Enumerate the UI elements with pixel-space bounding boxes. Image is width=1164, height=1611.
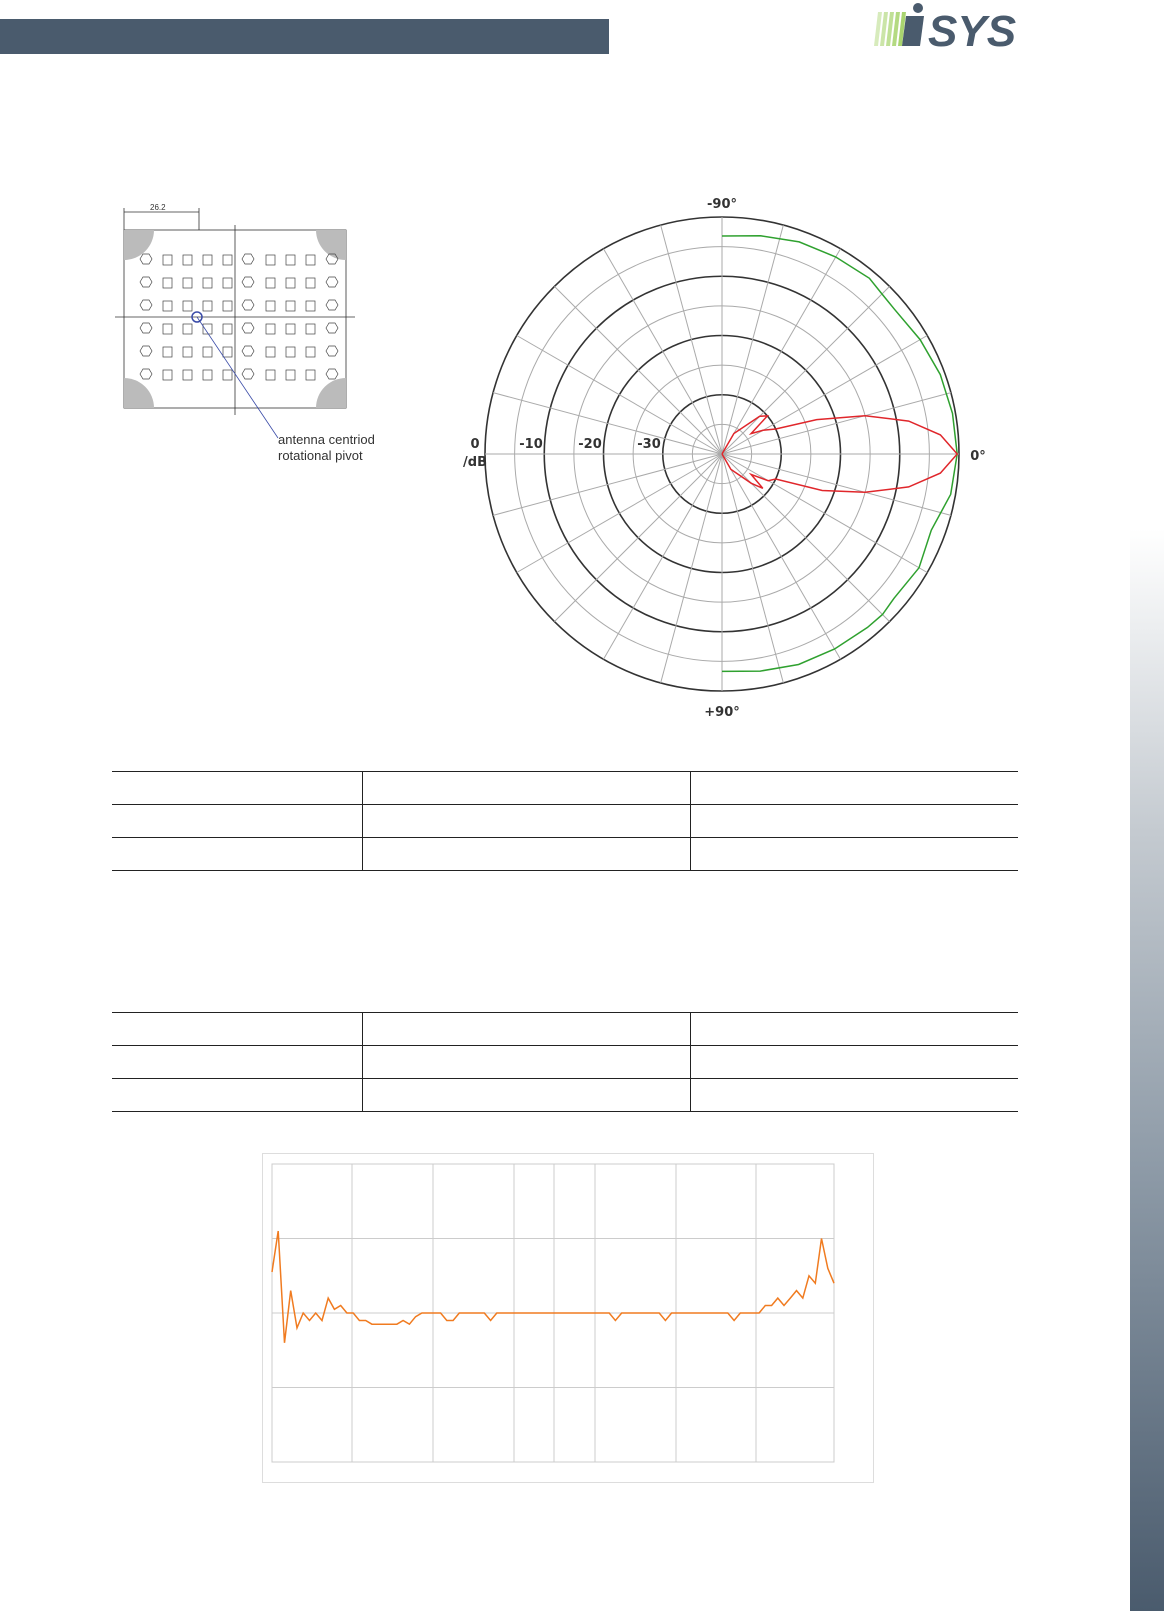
polar-spoke <box>722 454 927 573</box>
table-cell <box>362 1013 690 1046</box>
array-element <box>286 301 295 311</box>
array-element <box>266 324 275 334</box>
polar-spoke <box>661 225 722 454</box>
array-element <box>183 324 192 334</box>
table-cell <box>112 772 362 805</box>
scale-label-minus-20: -20 <box>578 437 602 452</box>
polar-right-label: 0° <box>970 449 986 464</box>
table-cell <box>362 838 690 871</box>
table-row <box>112 838 1018 871</box>
logo-stripes <box>874 12 906 46</box>
array-element <box>242 300 254 310</box>
array-element <box>306 278 315 288</box>
unit-label: /dB <box>463 455 487 470</box>
array-element <box>183 347 192 357</box>
polar-spoke <box>722 454 783 683</box>
table-cell <box>362 772 690 805</box>
polar-spoke <box>604 249 723 454</box>
table-cell <box>112 1079 362 1112</box>
array-element <box>242 346 254 356</box>
scale-label-minus-30: -30 <box>637 437 661 452</box>
array-element <box>163 255 172 265</box>
logo-dot <box>913 3 923 13</box>
polar-spoke <box>722 454 841 659</box>
polar-spoke <box>722 393 951 454</box>
array-element <box>203 255 212 265</box>
table-row <box>112 772 1018 805</box>
array-element <box>140 300 152 310</box>
array-element <box>286 278 295 288</box>
table-row <box>112 1079 1018 1112</box>
company-logo <box>874 0 1079 52</box>
array-element <box>140 323 152 333</box>
array-element <box>163 347 172 357</box>
array-element <box>183 301 192 311</box>
array-element <box>326 300 338 310</box>
table-cell <box>362 1046 690 1079</box>
array-element <box>286 324 295 334</box>
polar-spoke <box>517 336 722 455</box>
array-element <box>163 370 172 380</box>
table-cell <box>112 838 362 871</box>
array-element <box>286 255 295 265</box>
array-element <box>223 347 232 357</box>
array-element <box>266 347 275 357</box>
annotation-line-2: rotational pivot <box>278 448 363 463</box>
spec-table-1 <box>112 771 1018 871</box>
array-element <box>306 255 315 265</box>
table-cell <box>690 772 1018 805</box>
array-element <box>140 254 152 264</box>
array-element <box>306 347 315 357</box>
array-element <box>183 255 192 265</box>
corner-tab <box>316 230 346 260</box>
table-cell <box>690 1079 1018 1112</box>
table-cell <box>112 1046 362 1079</box>
table-cell <box>362 1079 690 1112</box>
polar-spoke <box>604 454 723 659</box>
polar-spoke <box>722 454 890 622</box>
array-element <box>203 301 212 311</box>
corner-tab <box>316 378 346 408</box>
array-element <box>163 324 172 334</box>
array-element <box>140 346 152 356</box>
header-bar <box>0 19 609 54</box>
array-element <box>326 346 338 356</box>
polar-spoke <box>554 454 722 622</box>
array-element <box>242 277 254 287</box>
table-cell <box>690 1046 1018 1079</box>
array-element <box>242 323 254 333</box>
array-element <box>242 369 254 379</box>
array-element <box>183 370 192 380</box>
logo-text: SYS <box>928 7 1017 52</box>
array-element <box>266 278 275 288</box>
antenna-drawing <box>115 200 395 490</box>
table-cell <box>112 805 362 838</box>
array-element <box>266 301 275 311</box>
annotation-line-1: antenna centriod <box>278 432 375 447</box>
table-row <box>112 1046 1018 1079</box>
polar-bottom-label: +90° <box>704 705 740 720</box>
polar-spoke <box>517 454 722 573</box>
polar-top-label: -90° <box>707 197 737 212</box>
table-cell <box>362 805 690 838</box>
polar-spoke <box>722 336 927 455</box>
table-row <box>112 805 1018 838</box>
polar-spoke <box>554 286 722 454</box>
array-element <box>326 323 338 333</box>
array-element <box>306 370 315 380</box>
table-cell <box>690 1013 1018 1046</box>
array-element <box>326 277 338 287</box>
array-element <box>183 278 192 288</box>
polar-spoke <box>722 286 890 454</box>
array-element <box>266 255 275 265</box>
array-element <box>306 324 315 334</box>
array-element <box>223 324 232 334</box>
table-row <box>112 1013 1018 1046</box>
side-bar <box>1130 529 1164 1611</box>
scale-label-0: 0 <box>470 437 480 452</box>
line-chart <box>262 1153 874 1483</box>
scale-label-minus-10: -10 <box>519 437 543 452</box>
array-element <box>203 278 212 288</box>
polar-pattern-chart <box>458 192 1038 747</box>
logo-i <box>902 16 924 46</box>
array-element <box>140 369 152 379</box>
polar-spoke <box>722 225 783 454</box>
array-element <box>203 347 212 357</box>
array-element <box>286 370 295 380</box>
array-element <box>163 278 172 288</box>
array-element <box>223 370 232 380</box>
array-element <box>203 370 212 380</box>
polar-spoke <box>661 454 722 683</box>
array-element <box>140 277 152 287</box>
dimension-label: 26.2 <box>150 203 166 212</box>
array-element <box>163 301 172 311</box>
array-element <box>306 301 315 311</box>
array-element <box>223 255 232 265</box>
table-cell <box>690 805 1018 838</box>
array-element <box>242 254 254 264</box>
table-cell <box>690 838 1018 871</box>
spec-table-2 <box>112 1012 1018 1112</box>
array-element <box>326 369 338 379</box>
array-element <box>223 301 232 311</box>
array-element <box>286 347 295 357</box>
polar-spoke <box>493 454 722 515</box>
array-element <box>223 278 232 288</box>
table-cell <box>112 1013 362 1046</box>
polar-spoke <box>722 454 951 515</box>
corner-tab <box>124 378 154 408</box>
array-element <box>266 370 275 380</box>
polar-spoke <box>722 249 841 454</box>
